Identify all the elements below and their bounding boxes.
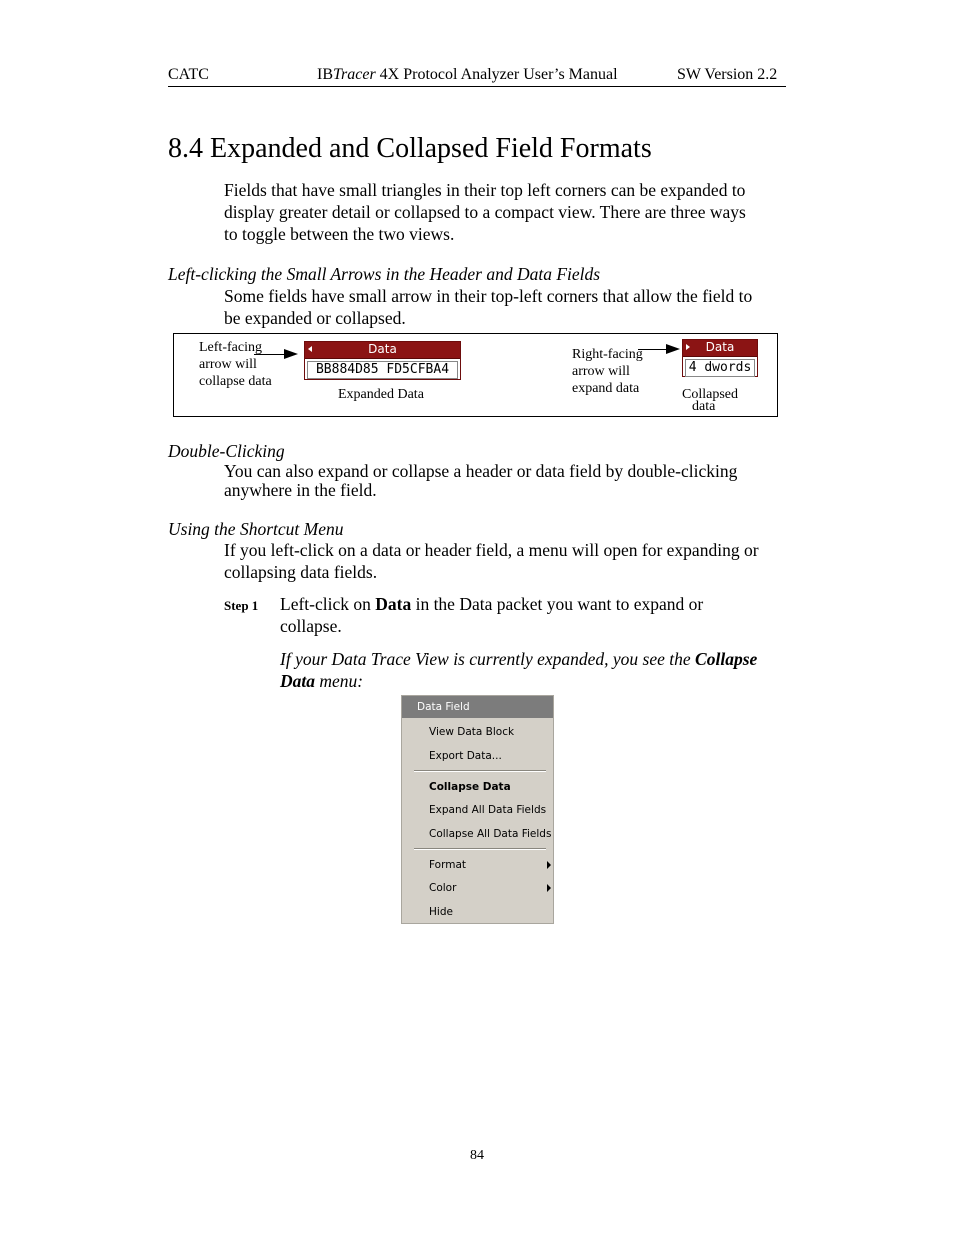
data-value: BB884D85 FD5CFBA4 <box>307 361 458 379</box>
shortcut-paragraph <box>224 539 759 583</box>
menu-item-export-data[interactable]: Export Data... <box>429 750 502 762</box>
double-click-paragraph <box>224 462 737 500</box>
pointer-arrow-icon <box>284 349 298 359</box>
shortcut-heading: Using the Shortcut Menu <box>168 519 344 539</box>
step-suffix: in the Data packet you want to expand or <box>411 594 704 614</box>
label-line: arrow will <box>572 364 630 379</box>
page-number: 84 <box>470 1148 484 1163</box>
label-line: Left-facing <box>199 340 262 355</box>
arrows-line: Some fields have small arrow in their top-left corners that allow the field to <box>224 286 753 306</box>
header-center-suffix: 4X Protocol Analyzer User’s Manual <box>375 66 618 83</box>
header-center <box>317 66 618 84</box>
step-text <box>280 593 703 637</box>
left-arrow-label <box>199 339 272 390</box>
double-click-heading: Double-Clicking <box>168 441 285 461</box>
shortcut-line: If you left-click on a data or header field, a menu will open for expanding or <box>224 540 759 560</box>
right-arrow-label <box>572 346 643 397</box>
expanded-data-field[interactable] <box>304 341 461 380</box>
data-value: 4 dwords <box>685 359 755 377</box>
data-header-label: Data <box>705 340 735 354</box>
header-rule <box>168 86 786 87</box>
menu-item-view-data-block[interactable]: View Data Block <box>429 726 515 738</box>
note-suffix: menu: <box>315 671 364 691</box>
pointer-line <box>254 354 286 355</box>
menu-title: Data Field <box>402 696 553 718</box>
double-click-line: You can also expand or collapse a header or data field by double-clicking <box>224 461 738 481</box>
right-arrow-icon[interactable] <box>686 344 690 350</box>
collapsed-data-field[interactable] <box>682 339 758 377</box>
menu-item-color[interactable]: Color <box>429 882 457 894</box>
step-bold: Data <box>375 594 412 614</box>
menu-item-collapse-data[interactable]: Collapse Data <box>429 781 511 793</box>
pointer-arrow-icon <box>666 344 680 354</box>
data-field-context-menu <box>401 695 554 924</box>
label-line: collapse data <box>199 374 272 389</box>
data-field-header[interactable] <box>683 340 757 357</box>
expanded-caption: Expanded Data <box>338 387 424 402</box>
arrows-paragraph <box>224 285 752 329</box>
shortcut-line: collapsing data fields. <box>224 562 378 582</box>
header-left: CATC <box>168 66 209 83</box>
header-right: SW Version 2.2 <box>677 66 778 83</box>
step-line-2: collapse. <box>280 616 342 636</box>
collapsed-caption-2: data <box>692 399 716 414</box>
intro-line: Fields that have small triangles in their top left corners can be expanded to <box>224 180 746 200</box>
section-title: 8.4 Expanded and Collapsed Field Formats <box>168 133 652 164</box>
data-header-label: Data <box>368 342 397 356</box>
menu-item-hide[interactable]: Hide <box>429 906 453 918</box>
left-arrow-icon[interactable] <box>308 346 312 352</box>
note-prefix: If your Data Trace View is currently expanded, you see the <box>280 649 696 669</box>
step-prefix: Left-click on <box>280 594 376 614</box>
intro-line: to toggle between the two views. <box>224 224 455 244</box>
note-line-2 <box>280 670 757 692</box>
header-center-prefix: IB <box>317 66 333 83</box>
step-label: Step 1 <box>224 598 259 613</box>
intro-paragraph <box>224 179 746 245</box>
label-line: expand data <box>572 381 640 396</box>
note-line <box>280 648 757 670</box>
menu-separator <box>414 848 546 850</box>
header-center-italic: Tracer <box>333 66 376 83</box>
step-line <box>280 593 703 615</box>
label-line: arrow will <box>199 357 257 372</box>
note-bold: Collapse <box>695 649 758 669</box>
step-note <box>280 648 757 692</box>
menu-separator <box>414 770 546 772</box>
collapsed-caption-1: Collapsed <box>682 387 738 402</box>
arrows-line: be expanded or collapsed. <box>224 308 406 328</box>
menu-item-collapse-all-data-fields[interactable]: Collapse All Data Fields <box>429 828 552 840</box>
double-click-line: anywhere in the field. <box>224 480 377 500</box>
data-field-header[interactable] <box>305 342 460 359</box>
submenu-arrow-icon <box>547 884 551 892</box>
intro-line: display greater detail or collapsed to a compact view. There are three ways <box>224 202 746 222</box>
note-bold-2: Data <box>280 671 315 691</box>
menu-item-format[interactable]: Format <box>429 859 467 871</box>
pointer-line <box>638 349 668 350</box>
menu-item-expand-all-data-fields[interactable]: Expand All Data Fields <box>429 804 547 816</box>
submenu-arrow-icon <box>547 861 551 869</box>
label-line: Right-facing <box>572 347 643 362</box>
arrows-heading: Left-clicking the Small Arrows in the Header and Data Fields <box>168 264 601 284</box>
